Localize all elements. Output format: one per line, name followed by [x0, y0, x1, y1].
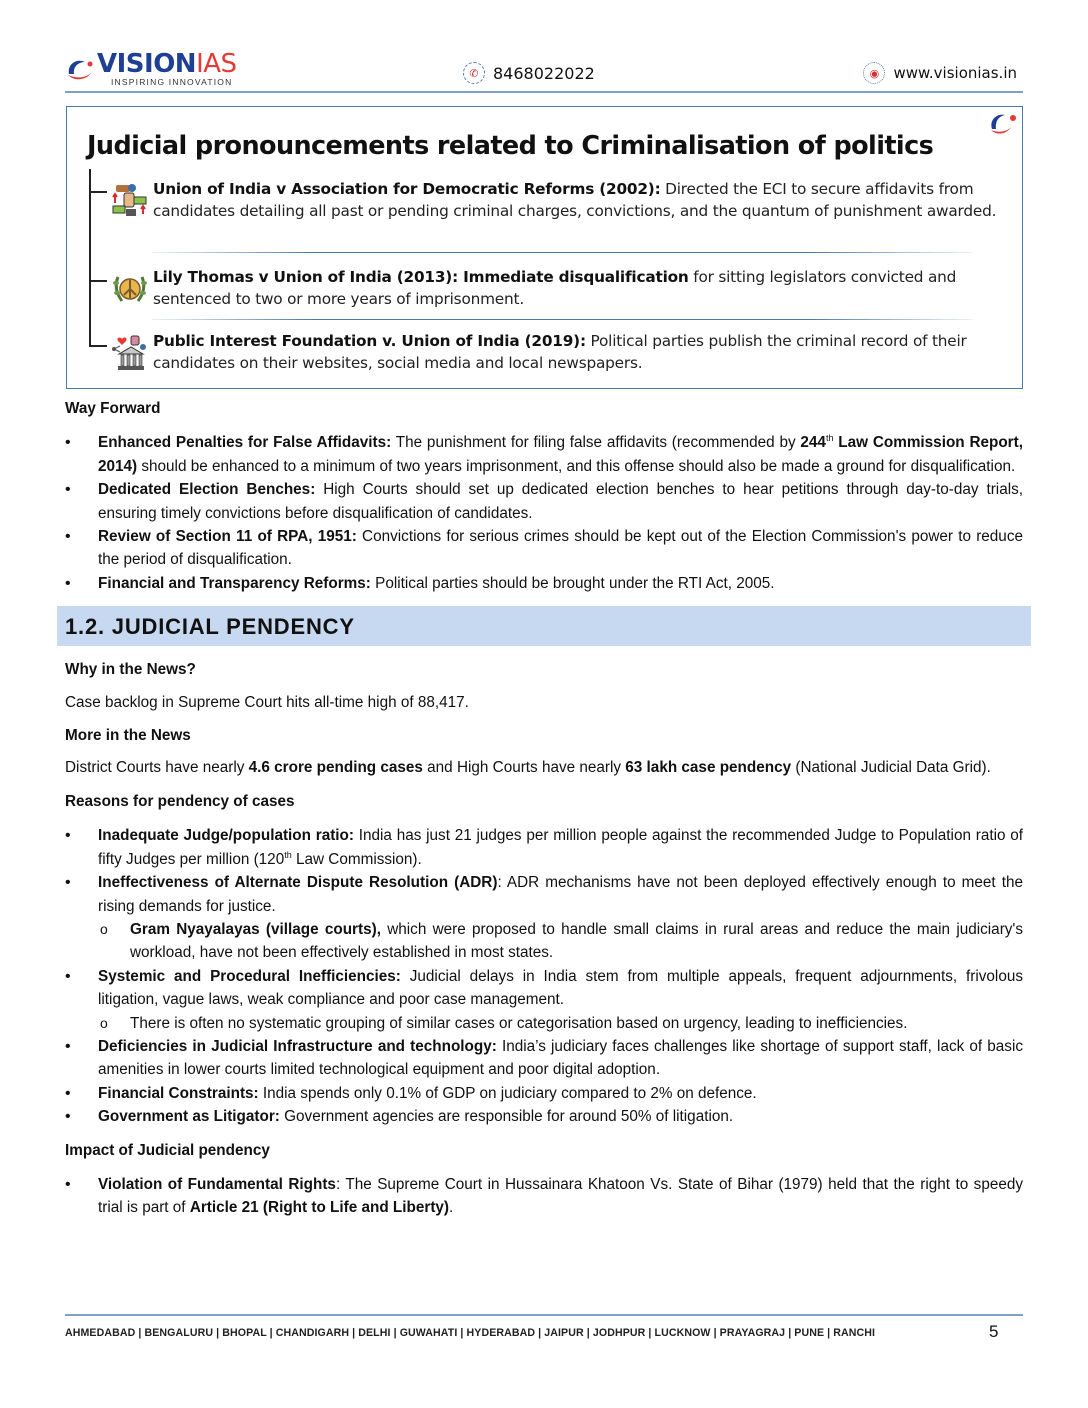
- list-item: [65, 1173, 1023, 1220]
- list-item: [65, 1035, 1023, 1082]
- header-phone[interactable]: [463, 62, 595, 84]
- logo-primary: VISION: [97, 49, 197, 79]
- way-forward-heading: Way Forward: [65, 400, 161, 417]
- text-emphasis: 4.6 crore pending cases: [248, 759, 423, 777]
- list-item: [65, 572, 1023, 595]
- item-text: which were proposed to handle small claims in rural areas and reduce the main judiciary's workload, have not been effectively established in most states.: [130, 920, 1024, 962]
- item-text: India’s judiciary faces challenges like shortage of support staff, lack of basic amenities in lower courts limited technological equipment and poor digital adoption.: [98, 1037, 1023, 1079]
- item-label: Dedicated Election Benches:: [98, 481, 316, 499]
- tree-connector: [89, 169, 91, 347]
- item-text: Law Commission).: [291, 850, 422, 868]
- item-text: The punishment for filing false affidavits (recommended by: [391, 434, 801, 452]
- logo-swoosh-icon: [65, 54, 95, 84]
- case-summary: for sitting legislators convicted and sentenced to two or more years of imprisonment.: [153, 268, 957, 308]
- page-content: [65, 397, 1023, 1220]
- ordinal-suffix: th: [284, 849, 292, 860]
- tree-branch: [89, 191, 107, 193]
- item-label: Violation of Fundamental Rights: [98, 1175, 336, 1193]
- way-forward-list: [65, 431, 1023, 595]
- impact-list: [65, 1173, 1023, 1220]
- list-item: [65, 965, 1023, 1035]
- item-text: Political parties should be brought under the RTI Act, 2005.: [370, 574, 775, 592]
- list-item: [65, 525, 1023, 572]
- page-number: 5: [989, 1322, 999, 1341]
- infographic-box: [66, 106, 1023, 389]
- sub-list: [98, 1012, 1023, 1035]
- item-emphasis: 244: [800, 434, 826, 452]
- text-emphasis: 63 lakh case pendency: [625, 759, 792, 777]
- item-label: Gram Nyayalayas (village courts),: [130, 920, 381, 938]
- item-label: Financial Constraints:: [98, 1084, 259, 1102]
- sub-list: [98, 918, 1023, 965]
- judgment-entry: [107, 267, 1007, 311]
- why-in-news-heading: Why in the News?: [65, 661, 196, 679]
- tree-branch: [89, 280, 107, 282]
- website-url: www.visionias.in: [893, 64, 1017, 82]
- case-name: Lily Thomas v Union of India (2013): Immediate disqualification: [153, 268, 689, 286]
- item-label: Financial and Transparency Reforms:: [98, 574, 371, 592]
- more-in-news-heading: More in the News: [65, 727, 191, 745]
- header-website[interactable]: [863, 62, 1017, 84]
- list-item: [65, 1105, 1023, 1128]
- header-divider: [65, 91, 1023, 93]
- item-text: There is often no systematic grouping of similar cases or categorisation based on urgency, leading to inefficiencies.: [130, 1014, 908, 1032]
- item-label: Inadequate Judge/population ratio:: [98, 827, 354, 845]
- case-name: Union of India v Association for Democratic Reforms (2002):: [153, 180, 661, 198]
- impact-heading: Impact of Judicial pendency: [65, 1141, 270, 1159]
- item-text: .: [449, 1199, 454, 1217]
- handshake-gavel-icon: [107, 179, 153, 223]
- item-text: India spends only 0.1% of GDP on judiciary compared to 2% on defence.: [258, 1084, 757, 1102]
- case-summary: Political parties publish the criminal record of their candidates on their websites, social media and local newspapers.: [153, 332, 967, 372]
- globe-icon: ◉: [863, 62, 885, 84]
- item-text: : ADR mechanisms have not been deployed effectively enough to meet the rising demands for justice.: [98, 874, 1023, 915]
- item-label: Enhanced Penalties for False Affidavits:: [98, 434, 392, 452]
- item-text: Convictions for serious crimes should be kept out of the Election Commission's power to reduce the period of disqualification.: [98, 528, 1023, 569]
- list-item: [65, 871, 1023, 965]
- footer-divider: [65, 1314, 1023, 1316]
- entry-divider: [152, 319, 972, 320]
- list-item: [65, 1082, 1023, 1105]
- tree-branch: [89, 345, 107, 347]
- reasons-heading: Reasons for pendency of cases: [65, 792, 295, 810]
- infographic-title: Judicial pronouncements related to Criminalisation of politics: [87, 131, 934, 161]
- item-text: should be enhanced to a minimum of two years imprisonment, and this offense should also be made a ground for disqualification.: [137, 457, 1016, 475]
- judgment-entry: [107, 331, 1007, 375]
- sub-list-item: [98, 918, 1023, 965]
- phone-icon: ✆: [463, 62, 485, 84]
- text-run: (National Judicial Data Grid).: [791, 759, 991, 777]
- logo-tagline: INSPIRING INNOVATION: [111, 77, 233, 87]
- item-emphasis: Law Commission Report, 2014): [98, 434, 1023, 475]
- section-title: 1.2. JUDICIAL PENDENCY: [57, 606, 1031, 646]
- case-name: Public Interest Foundation v. Union of India (2019):: [153, 332, 586, 350]
- text-run: and High Courts have nearly: [422, 759, 626, 777]
- case-summary: Directed the ECI to secure affidavits from candidates detailing all past or pending criminal charges, convictions, and the quantum of punishment awarded.: [153, 180, 997, 220]
- item-text: Judicial delays in India stem from multiple appeals, frequent adjournments, frivolous litigation, vague laws, weak compliance and poor case management.: [98, 967, 1023, 1009]
- ordinal-suffix: th: [825, 433, 834, 444]
- page-header: [65, 48, 1023, 92]
- sub-list-item: [98, 1012, 1023, 1035]
- item-label: Deficiencies in Judicial Infrastructure and technology:: [98, 1037, 497, 1055]
- item-text: India has just 21 judges per million people against the recommended Judge to Population ratio of fifty Judges per million (120: [98, 827, 1024, 868]
- list-item: [65, 431, 1023, 478]
- why-in-news-text: Case backlog in Supreme Court hits all-time high of 88,417.: [65, 693, 469, 711]
- item-text: Government agencies are responsible for around 50% of litigation.: [279, 1108, 734, 1126]
- logo-secondary: IAS: [196, 49, 237, 79]
- item-text: : The Supreme Court in Hussainara Khatoon Vs. State of Bihar (1979) held that the right to speedy trial is part of: [98, 1175, 1024, 1217]
- more-in-news-text: [65, 756, 1023, 779]
- corner-logo-icon: [986, 109, 1020, 137]
- list-item: [65, 478, 1023, 525]
- item-emphasis: Article 21 (Right to Life and Liberty): [189, 1199, 450, 1217]
- item-label: Review of Section 11 of RPA, 1951:: [98, 528, 357, 546]
- social-media-institution-icon: [107, 331, 153, 375]
- peace-laurel-icon: [107, 267, 153, 311]
- reasons-list: [65, 824, 1023, 1128]
- phone-number: 8468022022: [493, 63, 595, 83]
- item-label: Government as Litigator:: [98, 1108, 280, 1126]
- item-label: Ineffectiveness of Alternate Dispute Resolution (ADR): [98, 874, 498, 892]
- visionias-logo[interactable]: [65, 49, 237, 88]
- judgment-entry: [107, 179, 1007, 223]
- footer-cities: AHMEDABAD | BENGALURU | BHOPAL | CHANDIGARH | DELHI | GUWAHATI | HYDERABAD | JAIPUR | JODHPUR | LUCKNOW | PRAYAGRAJ | PUNE | RANCHI: [65, 1327, 876, 1339]
- text-run: District Courts have nearly: [65, 759, 249, 777]
- list-item: [65, 824, 1023, 871]
- item-text: High Courts should set up dedicated election benches to hear petitions through day-to-day trials, ensuring timely convictions before disqualification of candidates.: [98, 481, 1023, 522]
- entry-divider: [152, 252, 972, 253]
- item-label: Systemic and Procedural Inefficiencies:: [98, 967, 401, 985]
